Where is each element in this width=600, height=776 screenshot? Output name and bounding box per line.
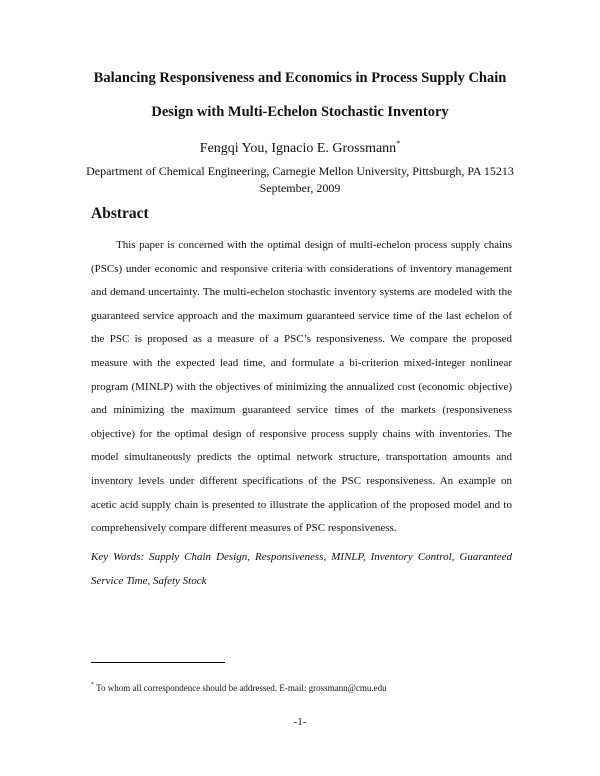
- paper-title-line-1: Balancing Responsiveness and Economics in Process Supply Chain: [93, 70, 507, 86]
- paper-title-line-2: Design with Multi-Echelon Stochastic Inventory: [151, 104, 449, 120]
- footnote-text: To whom all correspondence should be addressed. E-mail: grossmann@cmu.edu: [96, 683, 387, 693]
- page-number: -1-: [293, 716, 307, 728]
- date: September, 2009: [259, 181, 341, 195]
- author-names: Fengqi You, Ignacio E. Grossmann: [199, 141, 397, 156]
- authors: [60, 141, 540, 157]
- affiliation: Department of Chemical Engineering, Carnegie Mellon University, Pittsburgh, PA 15213: [86, 164, 514, 178]
- footnote: [91, 683, 387, 693]
- abstract-heading: Abstract: [91, 205, 149, 222]
- keywords: Key Words: Supply Chain Design, Responsiveness, MINLP, Inventory Control, Guaranteed Service Time, Safety Stock: [91, 551, 512, 587]
- corresponding-author-marker: *: [396, 139, 401, 148]
- abstract-body: This paper is concerned with the optimal design of multi-echelon process supply chains (PSCs) under economic and responsive criteria with considerations of inventory management and demand uncertainty. The multi-echelon stochastic inventory systems are modeled with the guaranteed service approach and the maximum guaranteed service time of the last echelon of the PSC is proposed as a measure of a PSC’s responsiveness. We compare the proposed measure with the expected lead time, and formulate a bi-criterion mixed-integer nonlinear program (MINLP) with the objectives of minimizing the annualized cost (economic objective) and minimizing the maximum guaranteed service times of the markets (responsiveness objective) for the optimal design of responsive process supply chains with inventories. The model simultaneously predicts the optimal network structure, transportation amounts and inventory levels under different specifications of the PSC responsiveness. An example on acetic acid supply chain is presented to illustrate the application of the proposed model and to comprehensively compare different measures of PSC responsiveness.: [91, 239, 512, 535]
- footnote-divider: [91, 662, 225, 663]
- footnote-marker: *: [91, 682, 94, 688]
